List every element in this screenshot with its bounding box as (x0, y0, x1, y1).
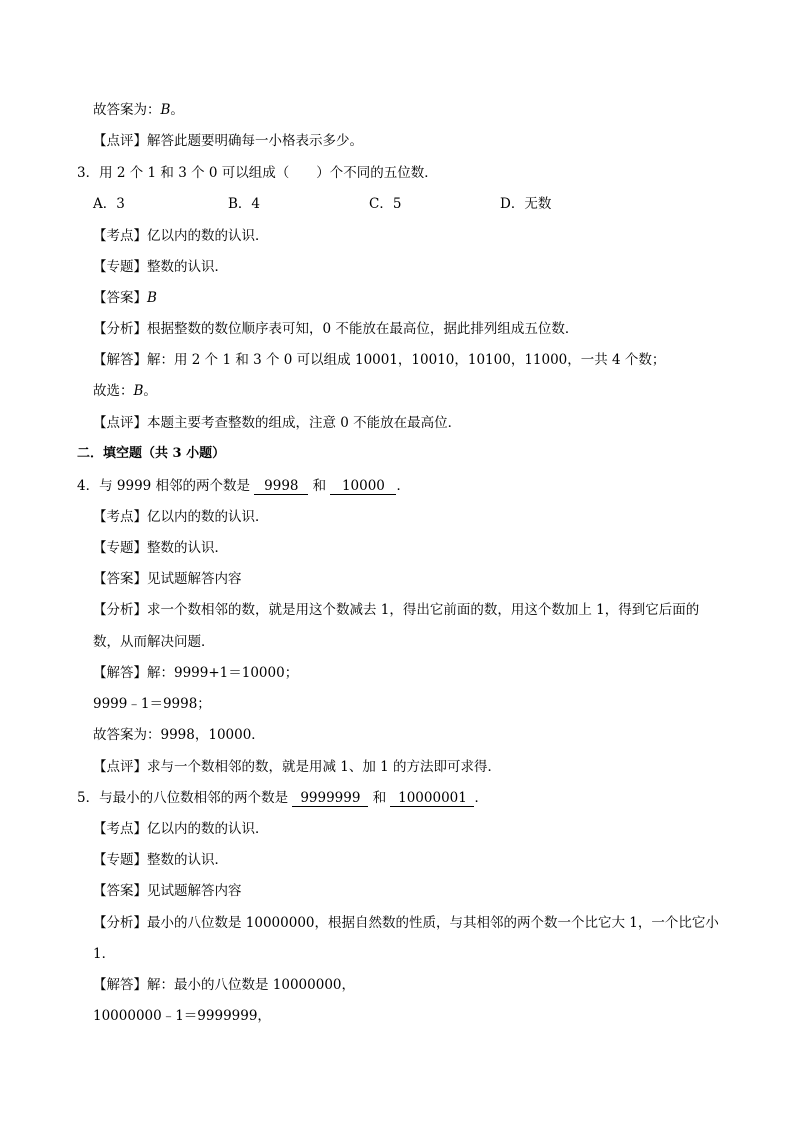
q3-review-text: 本题主要考查整数的组成，注意 0 不能放在最高位． (147, 415, 462, 431)
q4-point (93, 508, 269, 526)
q4-stem-before: 与 9999 相邻的两个数是 (99, 478, 251, 494)
q4-review (93, 758, 501, 776)
q4-answer-tag: 【答案】 (93, 571, 147, 587)
q5-point-tag: 【考点】 (93, 821, 147, 837)
q3-topic-tag: 【专题】 (93, 259, 147, 275)
q4-stem-mid: 和 (312, 478, 327, 494)
q4-review-tag: 【点评】 (93, 759, 147, 775)
q2-review (93, 132, 363, 150)
q5-topic-text: 整数的认识． (147, 852, 228, 868)
q5-analysis-2: 1． (93, 946, 116, 962)
q3-analysis (93, 320, 578, 338)
q5-stem-end: ． (474, 790, 488, 806)
q5-solution-text: 解：最小的八位数是 10000000， (147, 977, 356, 993)
q3-choose-value: B (133, 383, 144, 399)
q4-topic-text: 整数的认识． (147, 540, 228, 556)
q4-answer (93, 570, 242, 588)
q2-review-tag: 【点评】 (93, 133, 147, 149)
q4-point-text: 亿以内的数的认识． (147, 509, 269, 525)
q3-answer (93, 289, 157, 307)
q4-calc-line: 9999﹣1＝9998； (93, 696, 211, 712)
q2-answer-value: B (160, 102, 171, 118)
q3-topic-text: 整数的认识． (147, 259, 228, 275)
q3-solution (93, 351, 665, 369)
q3-answer-text: B (147, 290, 157, 306)
q5-topic (93, 851, 228, 869)
q3-choose-line (93, 382, 157, 400)
q3-answer-tag: 【答案】 (93, 290, 147, 306)
q5-answer (93, 882, 242, 900)
q4-answer-text: 见试题解答内容 (147, 571, 242, 587)
q4-topic-tag: 【专题】 (93, 540, 147, 556)
section-title: 二．填空题（共 3 小题） (77, 446, 226, 461)
q3-point (93, 227, 269, 245)
q2-review-text: 解答此题要明确每一小格表示多少。 (147, 133, 363, 149)
q3-choose-end: 。 (143, 383, 157, 399)
q3-review (93, 414, 461, 432)
q2-answer-line (93, 101, 184, 119)
q3-option-a: A．3 (93, 196, 125, 212)
q4-stem-end: ． (396, 478, 410, 494)
q4-solution (93, 664, 298, 682)
q4-solution-tag: 【解答】 (93, 665, 147, 681)
q5-analysis-text-1: 最小的八位数是 10000000，根据自然数的性质，与其相邻的两个数一个比它大 1，一个比它小 (147, 915, 719, 931)
q4-analysis-1 (93, 601, 699, 619)
q3-review-tag: 【点评】 (93, 415, 147, 431)
q5-answer-tag: 【答案】 (93, 883, 147, 899)
q4-stem (77, 477, 410, 495)
q3-option-b: B．4 (228, 196, 261, 212)
q4-solution-text: 解：9999+1＝10000； (147, 665, 299, 681)
q3-topic (93, 258, 228, 276)
q4-analysis-tag: 【分析】 (93, 602, 147, 618)
q5-calc-line: 10000000﹣1＝9999999， (93, 1008, 271, 1024)
q5-stem (77, 789, 488, 807)
q5-point (93, 820, 269, 838)
q4-blank-2: 10000 (330, 478, 396, 495)
q4-number: 4． (77, 478, 100, 494)
q5-solution (93, 976, 355, 994)
q5-topic-tag: 【专题】 (93, 852, 147, 868)
q3-choose-label: 故选： (93, 383, 134, 399)
q5-analysis-1 (93, 914, 719, 932)
q5-solution-tag: 【解答】 (93, 977, 147, 993)
q3-stem-text: 用 2 个 1 和 3 个 0 可以组成（ ）个不同的五位数． (99, 165, 438, 181)
q4-blank-1: 9998 (254, 478, 308, 495)
q4-point-tag: 【考点】 (93, 509, 147, 525)
q3-number: 3． (77, 165, 100, 181)
q3-stem (77, 164, 438, 182)
q2-answer-end: 。 (170, 102, 184, 118)
q5-stem-before: 与最小的八位数相邻的两个数是 (99, 790, 289, 806)
q3-analysis-tag: 【分析】 (93, 321, 147, 337)
q4-analysis-text-1: 求一个数相邻的数，就是用这个数减去 1，得出它前面的数，用这个数加上 1，得到它后面的 (147, 602, 700, 618)
q3-option-c: C．5 (369, 196, 402, 212)
q5-analysis-tag: 【分析】 (93, 915, 147, 931)
q4-final-line: 故答案为：9998，10000． (93, 727, 265, 743)
q4-topic (93, 539, 228, 557)
q4-analysis-2: 数，从而解决问题． (93, 634, 215, 650)
q4-review-text: 求与一个数相邻的数，就是用减 1、加 1 的方法即可求得． (147, 759, 502, 775)
q5-point-text: 亿以内的数的认识． (147, 821, 269, 837)
q5-blank-1: 9999999 (292, 790, 368, 807)
q3-point-tag: 【考点】 (93, 228, 147, 244)
q3-solution-text: 解：用 2 个 1 和 3 个 0 可以组成 10001，10010，10100，11000，一共 4 个数； (147, 352, 666, 368)
q3-point-text: 亿以内的数的认识． (147, 228, 269, 244)
q5-number: 5． (77, 790, 100, 806)
q5-stem-mid: 和 (372, 790, 387, 806)
q3-solution-tag: 【解答】 (93, 352, 147, 368)
q3-analysis-text: 根据整数的数位顺序表可知，0 不能放在最高位，据此排列组成五位数． (147, 321, 579, 337)
q5-blank-2: 10000001 (390, 790, 474, 807)
q5-answer-text: 见试题解答内容 (147, 883, 242, 899)
q3-option-d: D．无数 (500, 196, 552, 212)
q2-answer-label: 故答案为： (93, 102, 161, 118)
